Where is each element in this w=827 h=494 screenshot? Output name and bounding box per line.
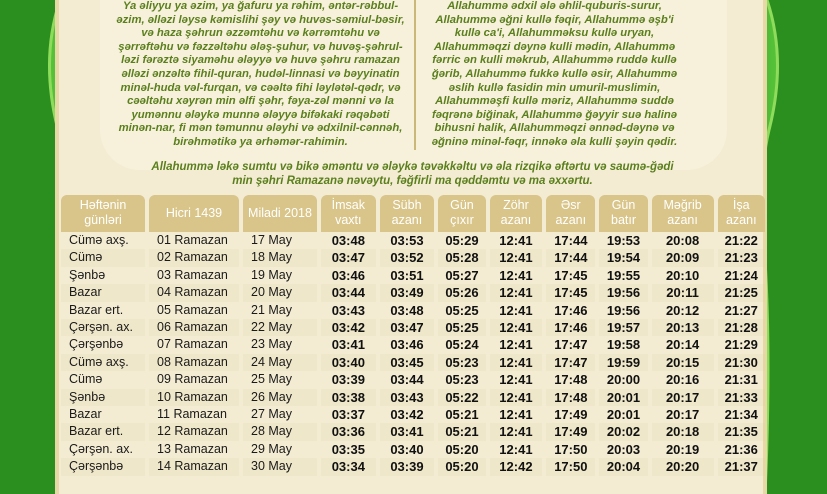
cell-isha: 21:28 bbox=[718, 319, 765, 336]
cell-dhuhr: 12:41 bbox=[490, 249, 543, 266]
cell-isha: 21:25 bbox=[718, 284, 765, 301]
cell-asr: 17:46 bbox=[554, 302, 588, 318]
cell-weekday: Cümə bbox=[69, 372, 103, 387]
cell-isha: 21:27 bbox=[724, 302, 758, 318]
cell-sunset: 20:01 bbox=[599, 389, 647, 406]
cell-maghrib: 20:11 bbox=[652, 284, 714, 301]
table-row bbox=[61, 423, 765, 440]
cell-weekday: Bazar ert. bbox=[61, 423, 145, 440]
header-gregorian: Miladi 2018 bbox=[243, 195, 317, 232]
cell-weekday: Bazar bbox=[61, 284, 145, 301]
cell-imsak: 03:39 bbox=[331, 372, 365, 388]
cell-dhuhr: 12:41 bbox=[490, 319, 543, 336]
cell-isha: 21:33 bbox=[718, 389, 765, 406]
cell-gregorian: 29 May bbox=[251, 441, 292, 456]
cell-asr: 17:47 bbox=[554, 337, 588, 353]
cell-sunrise: 05:24 bbox=[445, 337, 479, 353]
cell-isha: 21:34 bbox=[724, 407, 758, 423]
cell-imsak: 03:38 bbox=[321, 389, 376, 406]
cell-isha: 21:22 bbox=[724, 233, 758, 248]
cell-imsak: 03:34 bbox=[321, 458, 376, 475]
table-row bbox=[61, 371, 765, 388]
cell-maghrib: 20:15 bbox=[652, 354, 714, 371]
cell-maghrib: 20:13 bbox=[652, 319, 714, 336]
table-row bbox=[61, 284, 765, 301]
cell-sunrise: 05:27 bbox=[445, 267, 479, 283]
table-row bbox=[61, 267, 765, 284]
header-asr: Əsr azanı bbox=[546, 195, 595, 232]
cell-hijri: 08 Ramazan bbox=[149, 354, 239, 371]
cell-dhuhr: 12:41 bbox=[490, 284, 543, 301]
cell-fajr: 03:46 bbox=[390, 337, 424, 353]
cell-dhuhr: 12:41 bbox=[499, 372, 533, 388]
cell-weekday: Çərşən. ax. bbox=[69, 441, 133, 456]
cell-gregorian: 23 May bbox=[251, 337, 292, 352]
cell-sunset: 19:56 bbox=[606, 302, 641, 318]
cell-fajr: 03:41 bbox=[380, 423, 435, 440]
cell-sunrise: 05:21 bbox=[445, 407, 479, 423]
cell-asr: 17:45 bbox=[546, 284, 595, 301]
cell-hijri: 13 Ramazan bbox=[157, 441, 228, 456]
cell-isha: 21:36 bbox=[724, 441, 758, 457]
cell-weekday: Şənbə bbox=[61, 389, 145, 406]
cell-sunset: 20:02 bbox=[599, 423, 647, 440]
cell-sunrise: 05:20 bbox=[438, 458, 485, 475]
cell-gregorian: 27 May bbox=[251, 407, 292, 422]
cell-maghrib: 20:17 bbox=[665, 407, 700, 423]
cell-asr: 17:48 bbox=[546, 389, 595, 406]
cell-isha: 21:31 bbox=[724, 372, 758, 388]
cell-sunset: 19:53 bbox=[606, 233, 641, 248]
cell-imsak: 03:47 bbox=[321, 249, 376, 266]
cell-fajr: 03:45 bbox=[380, 354, 435, 371]
cell-imsak: 03:37 bbox=[331, 407, 365, 423]
cell-asr: 17:47 bbox=[546, 354, 595, 371]
cell-sunset: 19:57 bbox=[599, 319, 647, 336]
cell-isha: 21:35 bbox=[718, 423, 765, 440]
cell-hijri: 05 Ramazan bbox=[157, 302, 228, 317]
cell-weekday: Çərşənbə bbox=[61, 458, 145, 475]
table-row bbox=[61, 389, 765, 406]
cell-gregorian: 18 May bbox=[243, 249, 317, 266]
cell-sunset: 20:00 bbox=[606, 372, 641, 388]
cell-gregorian: 19 May bbox=[251, 267, 292, 282]
cell-sunset: 19:58 bbox=[606, 337, 641, 353]
cell-gregorian: 30 May bbox=[243, 458, 317, 475]
cell-dhuhr: 12:41 bbox=[499, 337, 533, 353]
cell-fajr: 03:39 bbox=[380, 458, 435, 475]
header-hijri: Hicri 1439 bbox=[149, 195, 239, 232]
header-weekday: Həftənin günləri bbox=[61, 195, 145, 232]
cell-hijri: 07 Ramazan bbox=[157, 337, 228, 352]
cell-hijri: 03 Ramazan bbox=[157, 267, 228, 282]
iftar-dua: Allahummə ləkə sumtu və bikə əməntu və ələykə təvəkkəltu və əla rizqikə əftərtu və saumə-ğədi min şəhri Ramazanə nəvəytu, fəğfirli ma qəddəmtu və ma əxxərtu. bbox=[151, 161, 674, 187]
cell-hijri: 06 Ramazan bbox=[149, 319, 239, 336]
cell-dhuhr: 12:41 bbox=[490, 423, 543, 440]
cell-asr: 17:44 bbox=[554, 233, 588, 248]
ramadan-schedule-table bbox=[57, 195, 769, 476]
cell-maghrib: 20:18 bbox=[652, 423, 714, 440]
cell-sunrise: 05:29 bbox=[445, 233, 479, 248]
header-maghrib: Məğrib azanı bbox=[652, 195, 714, 232]
cell-asr: 17:44 bbox=[546, 249, 595, 266]
cell-maghrib: 20:19 bbox=[665, 441, 700, 457]
header-sunrise: Gün çıxır bbox=[438, 195, 485, 232]
cell-maghrib: 20:20 bbox=[652, 458, 714, 475]
cell-fajr: 03:51 bbox=[390, 267, 424, 283]
cell-weekday: Bazar ert. bbox=[69, 302, 124, 317]
cell-maghrib: 20:14 bbox=[665, 337, 700, 353]
cell-dhuhr: 12:41 bbox=[499, 407, 533, 423]
cell-imsak: 03:35 bbox=[331, 441, 365, 457]
table-row bbox=[61, 249, 765, 266]
cell-hijri: 10 Ramazan bbox=[149, 389, 239, 406]
cell-gregorian: 17 May bbox=[251, 233, 292, 247]
cell-maghrib: 20:17 bbox=[652, 389, 714, 406]
header-imsak: İmsak vaxtı bbox=[321, 195, 376, 232]
cell-weekday: Çərşənbə bbox=[69, 337, 124, 352]
table-header-row bbox=[61, 195, 765, 232]
cell-asr: 17:46 bbox=[546, 319, 595, 336]
cell-fajr: 03:52 bbox=[380, 249, 435, 266]
cell-maghrib: 20:12 bbox=[665, 302, 700, 318]
cell-hijri: 09 Ramazan bbox=[157, 372, 228, 387]
cell-imsak: 03:44 bbox=[321, 284, 376, 301]
cell-imsak: 03:36 bbox=[321, 423, 376, 440]
cell-weekday: Cümə axş. bbox=[61, 354, 145, 371]
cell-asr: 17:45 bbox=[554, 267, 588, 283]
table-row bbox=[61, 458, 765, 475]
table-row bbox=[61, 319, 765, 336]
cell-sunrise: 05:25 bbox=[438, 319, 485, 336]
right-dua-text: Allahummə ədxil ələ əhlil-quburis-surur, Allahummə əğni kullə fəqir, Allahummə əşb'i kullə ca'i, Allahumməksu kullə uryan, Allahumməqzi dəynə kulli mədin, Allahummə fərric ən kulli məkrub, Allahummə ruddə kullə ğərib, Allahummə fukkə kullə əsir, Allahummə əslih kullə fasidin min umuril-muslimin, Allahumməşfi kullə məriz, Allahummə suddə fəqrənə biğinak, Allahummə ğəyyir suə halinə bihusni halik, Allahumməqzi ənnəd-dəynə və əğninə minəl-fəqr, innəkə əla kulli şəyin qədir. bbox=[431, 0, 678, 148]
cell-dhuhr: 12:41 bbox=[499, 233, 533, 248]
cell-maghrib: 20:10 bbox=[665, 267, 700, 283]
cell-hijri: 12 Ramazan bbox=[149, 423, 239, 440]
table-row bbox=[61, 336, 765, 353]
cell-dhuhr: 12:41 bbox=[499, 441, 533, 457]
cell-weekday: Cümə bbox=[61, 249, 145, 266]
cell-hijri: 01 Ramazan bbox=[157, 233, 228, 247]
cell-sunrise: 05:28 bbox=[438, 249, 485, 266]
cell-gregorian: 24 May bbox=[243, 354, 317, 371]
cell-imsak: 03:42 bbox=[321, 319, 376, 336]
table-row bbox=[61, 354, 765, 371]
cell-fajr: 03:44 bbox=[390, 372, 424, 388]
cell-sunrise: 05:23 bbox=[438, 354, 485, 371]
cell-dhuhr: 12:41 bbox=[499, 302, 533, 318]
cell-asr: 17:50 bbox=[546, 458, 595, 475]
cell-sunset: 20:04 bbox=[599, 458, 647, 475]
cell-weekday: Bazar bbox=[69, 407, 102, 422]
cell-imsak: 03:40 bbox=[321, 354, 376, 371]
cell-sunrise: 05:25 bbox=[445, 302, 479, 318]
cell-sunrise: 05:26 bbox=[438, 284, 485, 301]
cell-fajr: 03:47 bbox=[380, 319, 435, 336]
cell-sunrise: 05:23 bbox=[445, 372, 479, 388]
cell-gregorian: 22 May bbox=[243, 319, 317, 336]
cell-fajr: 03:40 bbox=[390, 441, 424, 457]
cell-asr: 17:48 bbox=[554, 372, 588, 388]
cell-hijri: 02 Ramazan bbox=[149, 249, 239, 266]
cell-fajr: 03:53 bbox=[390, 233, 424, 248]
table-row bbox=[61, 302, 765, 319]
cell-imsak: 03:46 bbox=[331, 267, 365, 283]
cell-hijri: 14 Ramazan bbox=[149, 458, 239, 475]
cell-imsak: 03:41 bbox=[331, 337, 365, 353]
cell-isha: 21:37 bbox=[718, 458, 765, 475]
table-row bbox=[61, 406, 765, 423]
cell-asr: 17:50 bbox=[554, 441, 588, 457]
cell-asr: 17:49 bbox=[554, 407, 588, 423]
cell-weekday: Şənbə bbox=[69, 267, 106, 282]
table-row bbox=[61, 232, 765, 249]
header-fajr: Sübh azanı bbox=[380, 195, 435, 232]
cell-gregorian: 26 May bbox=[243, 389, 317, 406]
cell-sunset: 20:01 bbox=[606, 407, 641, 423]
cell-dhuhr: 12:41 bbox=[499, 267, 533, 283]
cell-sunset: 19:55 bbox=[606, 267, 641, 283]
cell-isha: 21:29 bbox=[724, 337, 758, 353]
table-row bbox=[61, 441, 765, 458]
cell-isha: 21:30 bbox=[718, 354, 765, 371]
cell-fajr: 03:49 bbox=[380, 284, 435, 301]
cell-fajr: 03:42 bbox=[390, 407, 424, 423]
cell-hijri: 11 Ramazan bbox=[157, 407, 227, 422]
cell-weekday: Çərşən. ax. bbox=[61, 319, 145, 336]
left-dua-text: Ya əliyyu ya əzim, ya ğafuru ya rəhim, əntər-rəbbul-əzim, əlləzi ləysə kəmislihi şəy və huvəs-səmiul-bəsir, və haza şəhrun əzzəmtəhu və kərrəmtəhu və şərrəftəhu və fəzzəltəhu ələş-şuhur, və huvəş-şəhrul-ləzi fərəztə siyaməhu ələyyə və huvə şəhru ramazan əlləzi ənzəltə fihil-quran, hudəl-linnasi və bəyyinatin minəl-huda vəl-furqan, və cəəltə fihi ləylətəl-qədr, və cəəltəhu xəyrən min əlfi şəhr, fəya-zəl mənni və la yumənnu ələykə munnə ələyyə bifəkaki rəqəbəti minən-nar, fi mən təmunnu ələyhi və ədxilnil-cənnəh, birəhmətikə ya ərhəmər-rahimin. bbox=[116, 0, 405, 148]
cell-fajr: 03:48 bbox=[390, 302, 424, 318]
column-divider bbox=[414, 0, 416, 150]
cell-dhuhr: 12:41 bbox=[490, 389, 543, 406]
cell-gregorian: 20 May bbox=[243, 284, 317, 301]
cell-gregorian: 25 May bbox=[251, 372, 292, 387]
cell-fajr: 03:43 bbox=[380, 389, 435, 406]
cell-sunset: 19:56 bbox=[599, 284, 647, 301]
cell-weekday: Cümə axş. bbox=[69, 233, 129, 247]
cell-asr: 17:49 bbox=[546, 423, 595, 440]
cell-sunrise: 05:21 bbox=[438, 423, 485, 440]
header-sunset: Gün batır bbox=[599, 195, 647, 232]
cell-dhuhr: 12:41 bbox=[490, 354, 543, 371]
cell-sunset: 19:54 bbox=[599, 249, 647, 266]
cell-gregorian: 28 May bbox=[243, 423, 317, 440]
cell-hijri: 04 Ramazan bbox=[149, 284, 239, 301]
cell-sunset: 20:03 bbox=[606, 441, 641, 457]
cell-dhuhr: 12:42 bbox=[490, 458, 543, 475]
cell-maghrib: 20:16 bbox=[665, 372, 700, 388]
cell-isha: 21:23 bbox=[718, 249, 765, 266]
header-dhuhr: Zöhr azanı bbox=[490, 195, 543, 232]
cell-isha: 21:24 bbox=[724, 267, 758, 283]
header-isha: İşa azanı bbox=[718, 195, 765, 232]
cell-maghrib: 20:08 bbox=[665, 233, 700, 248]
cell-sunset: 19:59 bbox=[599, 354, 647, 371]
cell-imsak: 03:48 bbox=[331, 233, 365, 248]
cell-sunrise: 05:20 bbox=[445, 441, 479, 457]
cell-imsak: 03:43 bbox=[331, 302, 365, 318]
cell-sunrise: 05:22 bbox=[438, 389, 485, 406]
cell-gregorian: 21 May bbox=[251, 302, 292, 317]
cell-maghrib: 20:09 bbox=[652, 249, 714, 266]
